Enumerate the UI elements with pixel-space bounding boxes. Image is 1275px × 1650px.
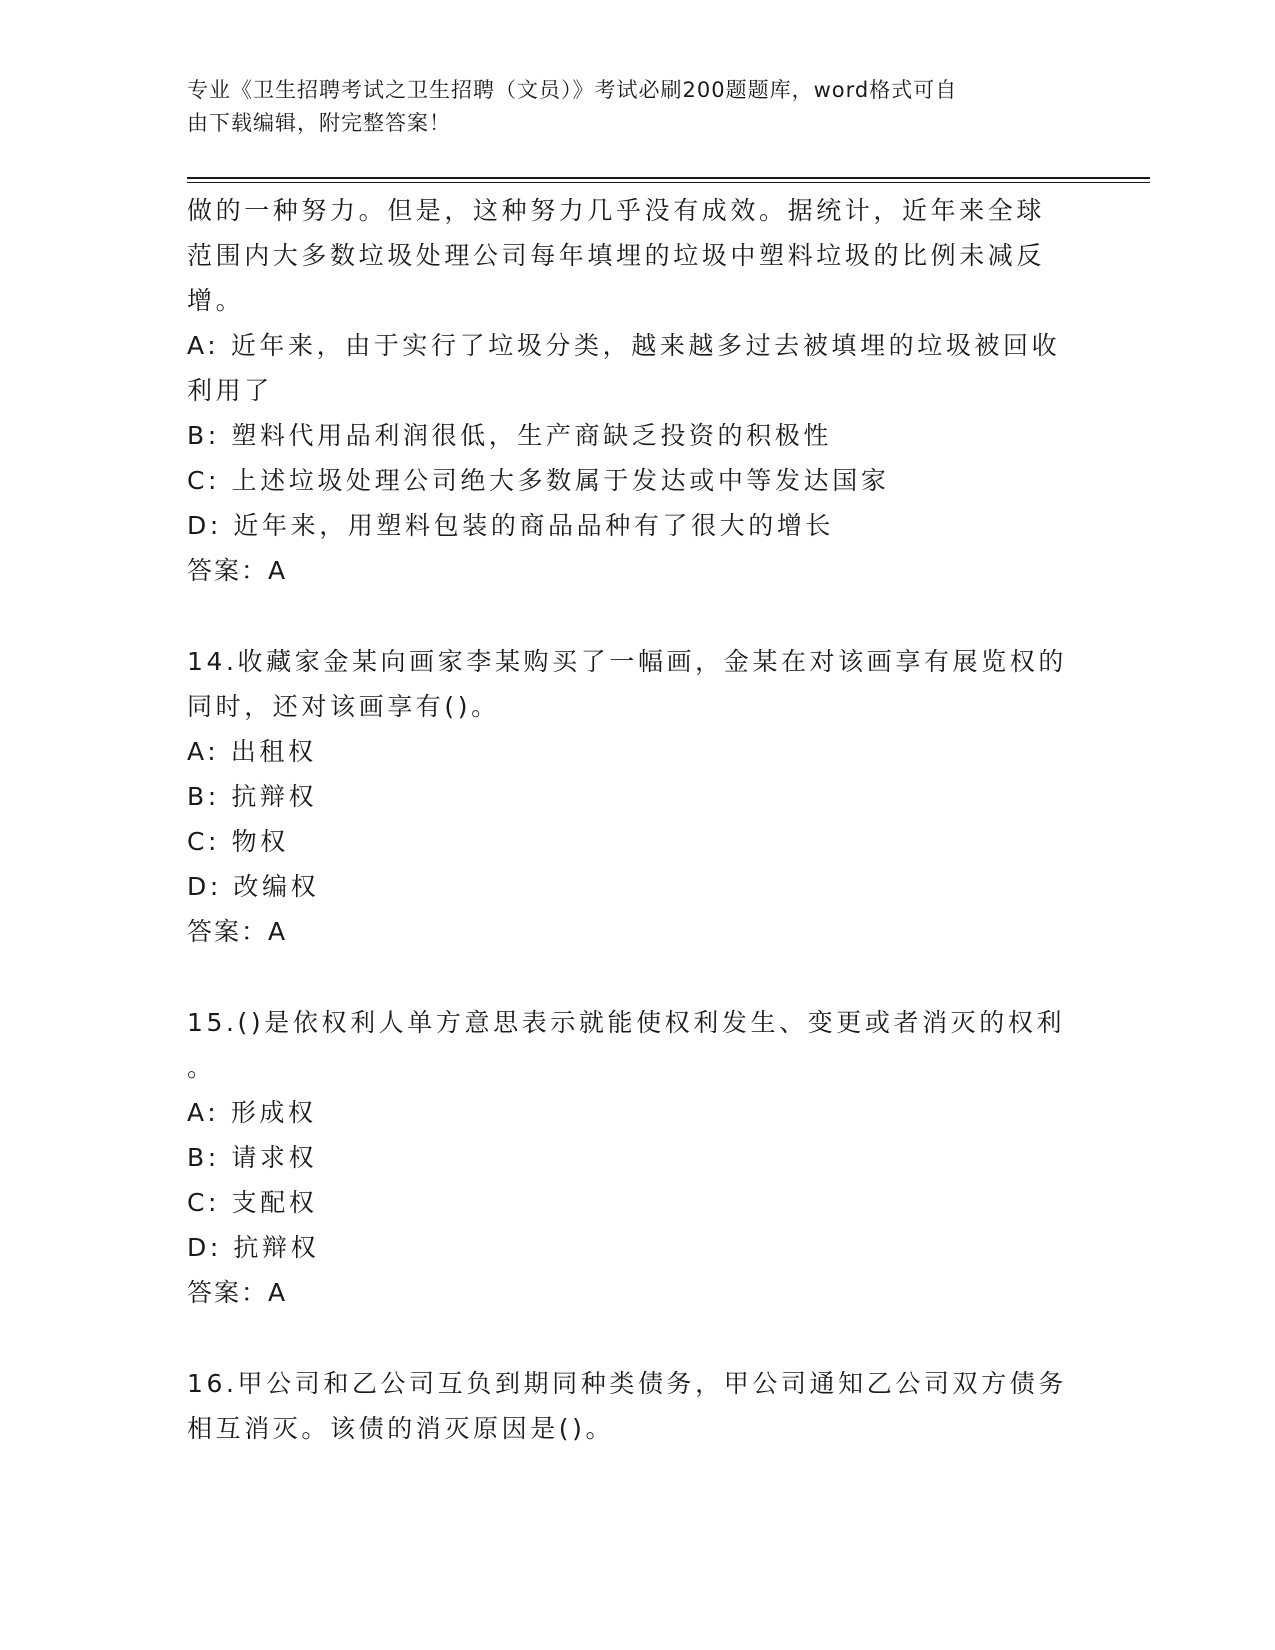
question-stem-line: 增。 <box>187 286 245 315</box>
option-b: B: 请求权 <box>187 1143 318 1172</box>
option-a-line: A: 近年来，由于实行了垃圾分类，越来越多过去被填埋的垃圾被回收 <box>187 331 1061 360</box>
header-rule-thick <box>187 177 1150 179</box>
question-stem-line: 做的一种努力。但是，这种努力几乎没有成效。据统计，近年来全球 <box>187 196 1046 225</box>
header-line-2: 由下载编辑，附完整答案！ <box>187 111 451 135</box>
question-stem-line: 同时，还对该画享有()。 <box>187 692 500 721</box>
question-stem-line: 。 <box>187 1053 216 1082</box>
answer-line: 答案：A <box>187 1278 288 1307</box>
answer-line: 答案：A <box>187 917 288 946</box>
question-15 <box>187 1000 1067 1315</box>
header-rule-thin <box>187 182 1150 183</box>
question-gap <box>187 1315 1067 1361</box>
option-b: B: 抗辩权 <box>187 782 318 811</box>
option-c: C: 支配权 <box>187 1188 318 1217</box>
question-gap <box>187 593 1067 639</box>
option-a-line: 利用了 <box>187 376 273 405</box>
document-header <box>187 74 1067 140</box>
option-c: C: 上述垃圾处理公司绝大多数属于发达或中等发达国家 <box>187 466 890 495</box>
answer-line: 答案：A <box>187 556 288 585</box>
question-13 <box>187 188 1067 593</box>
question-16 <box>187 1361 1067 1451</box>
option-d: D: 改编权 <box>187 872 320 901</box>
option-a: A: 出租权 <box>187 737 317 766</box>
question-14 <box>187 639 1067 954</box>
option-a: A: 形成权 <box>187 1098 317 1127</box>
question-stem-line: 14.收藏家金某向画家李某购买了一幅画，金某在对该画享有展览权的 <box>187 647 1067 676</box>
option-d: D: 抗辩权 <box>187 1233 320 1262</box>
question-stem-line: 16.甲公司和乙公司互负到期同种类债务，甲公司通知乙公司双方债务 <box>187 1369 1067 1398</box>
question-stem-line: 相互消灭。该债的消灭原因是()。 <box>187 1414 615 1443</box>
header-line-1: 专业《卫生招聘考试之卫生招聘（文员）》考试必刷200题题库，word格式可自 <box>187 78 958 102</box>
option-c: C: 物权 <box>187 827 289 856</box>
option-b: B: 塑料代用品利润很低，生产商缺乏投资的积极性 <box>187 421 832 450</box>
question-stem-line: 15.()是依权利人单方意思表示就能使权利发生、变更或者消灭的权利 <box>187 1008 1066 1037</box>
question-gap <box>187 954 1067 1000</box>
question-list <box>187 188 1067 1451</box>
question-stem-line: 范围内大多数垃圾处理公司每年填埋的垃圾中塑料垃圾的比例未减反 <box>187 241 1046 270</box>
option-d: D: 近年来，用塑料包装的商品品种有了很大的增长 <box>187 511 835 540</box>
